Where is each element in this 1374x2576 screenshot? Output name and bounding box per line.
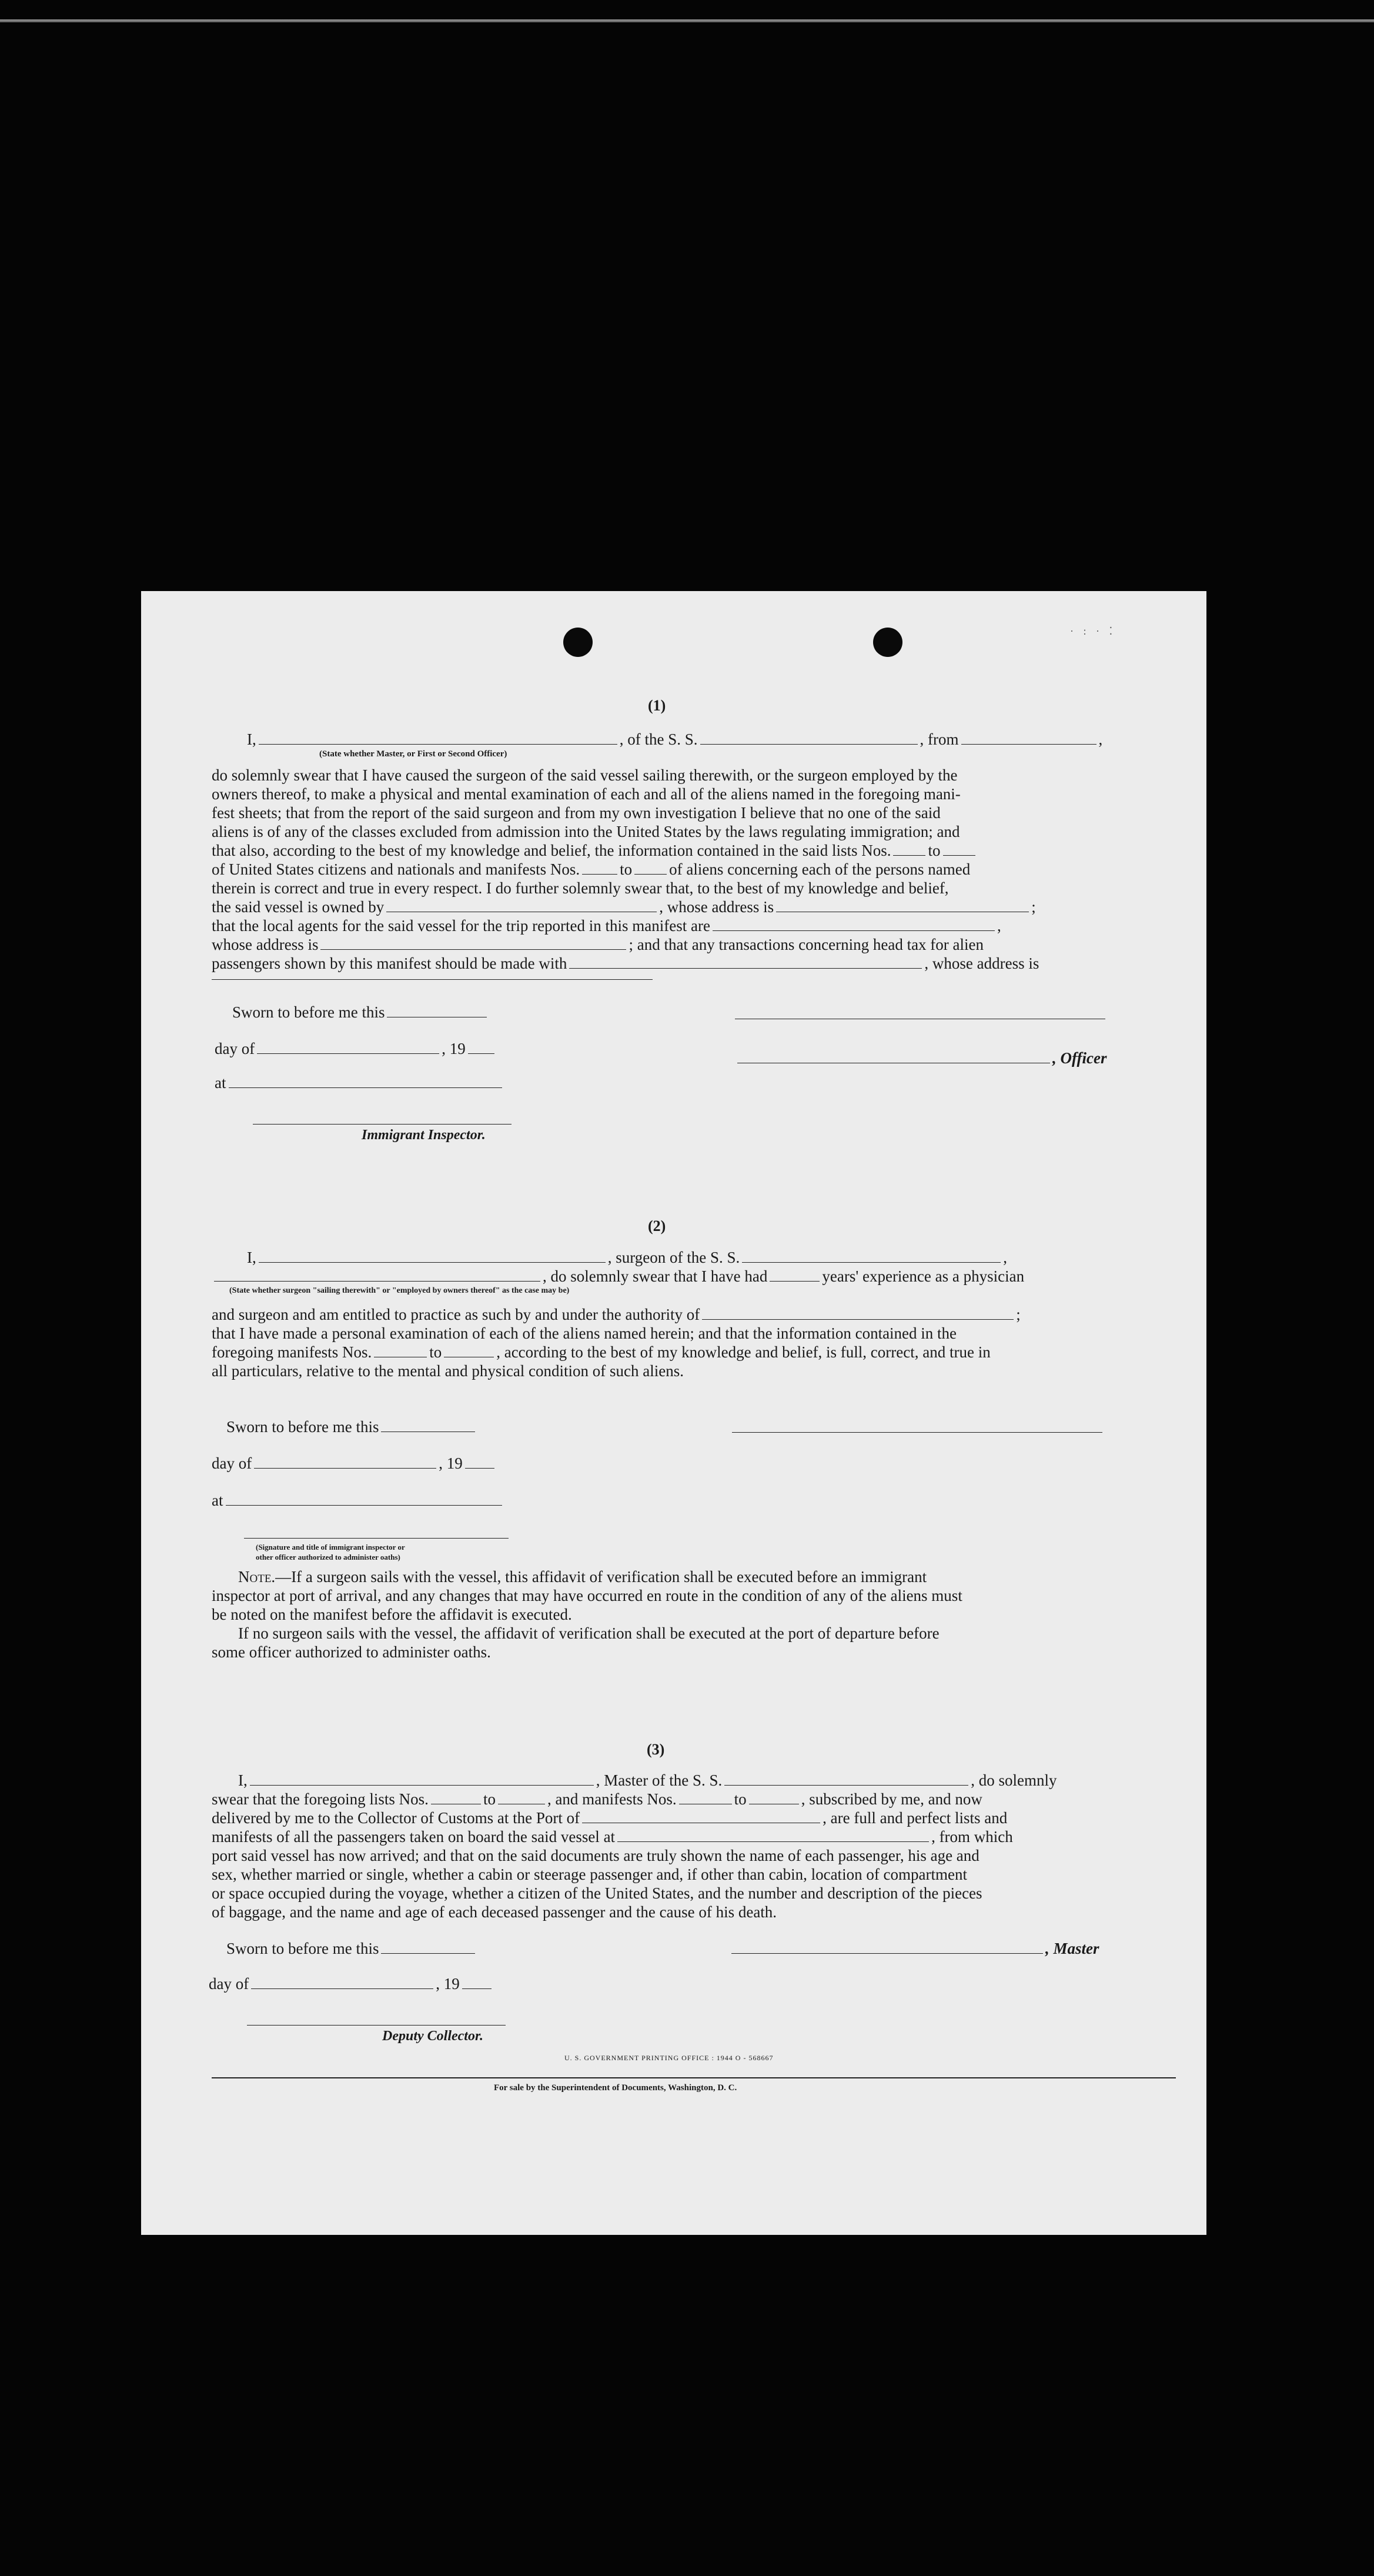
text: , do solemnly swear that I have had [543,1267,768,1285]
text: I, [238,1771,248,1789]
section-1-number: (1) [648,697,666,714]
surgeon-status-instruction: (State whether surgeon "sailing therewith" or "employed by owners thereof" as the case may be) [229,1286,570,1295]
text: ; [1031,898,1036,916]
year-blank-3 [462,1976,492,1989]
deputy-signature-line [247,2025,506,2026]
head-tax-address-line [212,979,653,980]
text: , whose address is [924,955,1039,972]
punch-hole-right [873,628,902,657]
s2-para-line-1 [212,1305,1021,1324]
s1-para-line-1: do solemnly swear that I have caused the surgeon of the said vessel sailing therewith, or the surgeon employed by the [212,766,958,784]
sworn-date-blank [387,1004,487,1017]
section-1-line-1 [247,730,1102,749]
manifest-from-blank [582,861,617,875]
s1-at-line [215,1073,504,1092]
departure-port-blank [617,1828,929,1842]
text: Sworn to before me this [226,1418,379,1436]
immigrant-inspector-label: Immigrant Inspector. [362,1127,486,1143]
s1-para-line-7: therein is correct and true in every respect. I do further solemnly swear that, to the best of my knowledge and belief, [212,879,949,897]
text: at [215,1074,226,1092]
text: swear that the foregoing lists Nos. [212,1790,429,1808]
text: , whose address is [659,898,774,916]
section-3-line-6: sex, whether married or single, whether a cabin or steerage passenger and, if other than cabin, location of compartment [212,1866,968,1883]
text: , [997,917,1001,935]
footer-rule [212,2077,1176,2078]
text: , do solemnly [971,1771,1057,1789]
vessel-name-blank [700,731,918,745]
text: ; [1016,1306,1021,1323]
text: , are full and perfect lists and [823,1809,1008,1827]
section-3-number: (3) [647,1741,665,1758]
section-3-line-1 [238,1771,1057,1790]
vessel-name-blank-3 [724,1772,968,1786]
year-blank-2 [465,1455,494,1469]
head-tax-party-blank [569,955,922,969]
s1-para-line-3: fest sheets; that from the report of the said surgeon and from my own investigation I believe that no one of the said [212,804,941,822]
years-experience-blank [770,1268,820,1282]
section-2-number: (2) [648,1217,666,1234]
text: , Master of the S. S. [596,1771,723,1789]
deputy-collector-label: Deputy Collector. [382,2028,483,2044]
signature-title-note-1: (Signature and title of immigrant inspector or [256,1543,405,1551]
note-label: Note. [238,1568,276,1586]
surgeon-status-blank [214,1268,540,1282]
text: foregoing manifests Nos. [212,1343,372,1361]
day-blank [257,1040,439,1054]
place-blank-2 [226,1492,502,1506]
s2-para-line-2: that I have made a personal examination of each of the aliens named herein; and that the information contained in the [212,1324,957,1342]
note-line-4: If no surgeon sails with the vessel, the affidavit of verification shall be executed at the port of departure before [238,1624,940,1642]
list-from-blank [893,842,925,856]
text: at [212,1491,223,1509]
s3-sworn-line [226,1939,477,1958]
gpo-imprint: U. S. GOVERNMENT PRINTING OFFICE : 1944 O - 568667 [564,2054,774,2062]
s1-sworn-line [232,1003,489,1022]
manifests-to-blank [444,1344,494,1357]
text: , 19 [442,1040,466,1057]
section-3-line-8: of baggage, and the name and age of each deceased passenger and the cause of his death. [212,1903,777,1921]
manifests-to-blank-3 [749,1791,799,1804]
s1-para-line-4: aliens is of any of the classes excluded from admission into the United States by the laws regulating immigration; and [212,823,960,840]
agents-address-blank [320,936,626,950]
text: , [1098,730,1103,748]
note-line-5: some officer authorized to administer oaths. [212,1643,491,1661]
text: the said vessel is owned by [212,898,385,916]
note-line-3: be noted on the manifest before the affidavit is executed. [212,1606,572,1623]
signature-title-note-2: other officer authorized to administer oaths) [256,1553,400,1561]
s2-para-line-4: all particulars, relative to the mental and physical condition of such aliens. [212,1362,684,1380]
s1-para-line-5 [212,841,978,860]
master-label: , Master [1045,1940,1099,1957]
officer-signature-blank [737,1050,1050,1063]
s1-para-line-9 [212,916,1001,935]
punch-hole-left [563,628,593,657]
rank-blank [259,731,617,745]
text: passengers shown by this manifest should be made with [212,955,567,972]
s2-day-line [212,1454,497,1473]
text: , from which [931,1828,1013,1846]
manifest-to-blank [634,861,667,875]
owner-blank [386,899,657,912]
sworn-date-blank-3 [381,1940,475,1954]
local-agents-blank [713,917,995,931]
text: to [620,860,633,878]
text: day of [215,1040,255,1057]
text: ; and that any transactions concerning head tax for alien [629,936,984,953]
day-blank-2 [254,1455,436,1469]
customs-port-blank [582,1810,820,1823]
text: I, [247,730,256,748]
s1-para-line-8 [212,897,1036,916]
s1-day-line [215,1039,497,1058]
text: , 19 [436,1975,460,1993]
place-blank [229,1075,502,1088]
sworn-date-blank-2 [381,1419,475,1432]
s1-para-line-2: owners thereof, to make a physical and mental examination of each and all of the aliens named in the foregoing mani- [212,785,961,803]
s3-master-line [729,1939,1099,1958]
manifest-affidavit-page [141,591,1206,2235]
text: that also, according to the best of my knowledge and belief, the information contained in the said lists Nos. [212,842,891,859]
text: , of the S. S. [619,730,698,748]
rank-instruction: (State whether Master, or First or Second Officer) [319,749,507,759]
text: whose address is [212,936,319,953]
list-to-blank [943,842,975,856]
film-edge-line [0,19,1374,22]
officer-label: , Officer [1052,1049,1107,1067]
text: to [734,1790,747,1808]
lists-to-blank [498,1791,545,1804]
section-3-line-7: or space occupied during the voyage, whether a citizen of the United States, and the number and description of the pieces [212,1884,982,1902]
text: delivered by me to the Collector of Customs at the Port of [212,1809,580,1827]
inspector-signature-line [253,1124,512,1125]
text: to [483,1790,496,1808]
text: , [1003,1249,1008,1266]
text: , according to the best of my knowledge and belief, is full, correct, and true in [496,1343,991,1361]
section-3-line-2 [212,1790,982,1808]
vessel-name-blank-2 [742,1249,1001,1263]
surgeon-signature-line [732,1432,1102,1433]
lists-from-blank [431,1791,481,1804]
text: to [429,1343,442,1361]
from-port-blank [961,731,1096,745]
text: years' experience as a physician [822,1267,1025,1285]
sale-notice: For sale by the Superintendent of Documents, Washington, D. C. [494,2083,737,2093]
s1-para-line-11 [212,954,1039,973]
owner-address-blank [776,899,1029,912]
text: and surgeon and am entitled to practice as such by and under the authority of [212,1306,700,1323]
section-3-line-3 [212,1808,1007,1827]
master-name-blank [250,1772,594,1786]
note-line-2: inspector at port of arrival, and any changes that may have occurred en route in the condition of any of the aliens must [212,1587,962,1604]
practice-authority-blank [702,1306,1014,1320]
manifests-from-blank [374,1344,427,1357]
text: I, [247,1249,256,1266]
text: , and manifests Nos. [547,1790,677,1808]
s1-para-line-6 [212,860,970,879]
text: , from [920,730,959,748]
text: of United States citizens and nationals and manifests Nos. [212,860,580,878]
note-line-1 [238,1567,927,1586]
s2-at-line [212,1491,504,1510]
text: , subscribed by me, and now [801,1790,982,1808]
year-blank [468,1040,494,1054]
text: Sworn to before me this [226,1940,379,1957]
text: to [928,842,941,859]
section-2-line-2 [212,1267,1024,1286]
inspector-signature-line-2 [244,1538,509,1539]
s1-officer-line [735,1049,1106,1067]
manifests-from-blank-3 [679,1791,732,1804]
master-signature-blank [731,1940,1043,1954]
text: that the local agents for the said vessel for the trip reported in this manifest are [212,917,710,935]
text: day of [212,1454,252,1472]
text: manifests of all the passengers taken on board the said vessel at [212,1828,616,1846]
s2-sworn-line [226,1417,477,1436]
text: —If a surgeon sails with the vessel, this affidavit of verification shall be executed before an immigrant [275,1568,927,1586]
section-3-line-4 [212,1827,1013,1846]
s1-para-line-10 [212,935,984,954]
surgeon-name-blank [259,1249,606,1263]
s2-para-line-3 [212,1343,991,1362]
text: , 19 [439,1454,463,1472]
s3-day-line [209,1974,494,1993]
text: of aliens concerning each of the persons named [669,860,971,878]
text: , surgeon of the S. S. [607,1249,740,1266]
text: Sworn to before me this [232,1003,385,1021]
section-2-line-1 [247,1248,1007,1267]
scan-speckle: · : · ⁚ [1070,625,1116,637]
text: day of [209,1975,249,1993]
day-blank-3 [251,1976,433,1989]
section-3-line-5: port said vessel has now arrived; and that on the said documents are truly shown the name of each passenger, his age and [212,1847,979,1864]
